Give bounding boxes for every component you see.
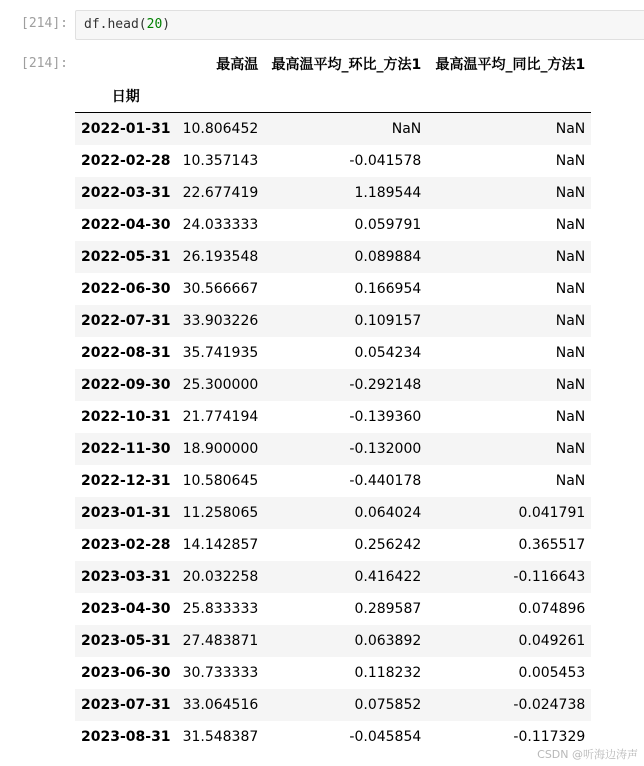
table-cell: NaN bbox=[555, 185, 586, 201]
table-row bbox=[75, 401, 591, 433]
code-token-var: df bbox=[84, 17, 100, 32]
table-cell: -0.116643 bbox=[513, 569, 586, 585]
code-token-close: ) bbox=[162, 17, 171, 32]
table-row bbox=[75, 273, 591, 305]
table-cell: 27.483871 bbox=[182, 633, 259, 649]
index-header-row bbox=[75, 80, 591, 113]
row-index: 2023-06-30 bbox=[81, 665, 171, 681]
row-index: 2023-04-30 bbox=[81, 601, 171, 617]
input-prompt: [214]: bbox=[21, 16, 68, 31]
table-row bbox=[75, 113, 591, 146]
table-cell: 0.089884 bbox=[354, 249, 422, 265]
table-cell: 11.258065 bbox=[182, 505, 259, 521]
row-index: 2022-09-30 bbox=[81, 377, 171, 393]
table-cell: -0.440178 bbox=[349, 473, 422, 489]
watermark-text: CSDN @听海边涛声 bbox=[537, 748, 638, 761]
table-row bbox=[75, 529, 591, 561]
table-cell: 0.054234 bbox=[354, 345, 422, 361]
table-cell: -0.292148 bbox=[349, 377, 422, 393]
table-cell: -0.041578 bbox=[349, 153, 422, 169]
table-cell: NaN bbox=[555, 473, 586, 489]
table-row bbox=[75, 625, 591, 657]
table-cell: 30.566667 bbox=[182, 281, 259, 297]
table-row bbox=[75, 465, 591, 497]
table-cell: 10.357143 bbox=[182, 153, 259, 169]
table-cell: 0.059791 bbox=[354, 217, 422, 233]
table-cell: 33.903226 bbox=[182, 313, 259, 329]
row-index: 2022-10-31 bbox=[81, 409, 171, 425]
table-cell: 0.064024 bbox=[354, 505, 422, 521]
table-cell: 0.041791 bbox=[518, 505, 586, 521]
table-cell: NaN bbox=[555, 377, 586, 393]
table-cell: NaN bbox=[555, 409, 586, 425]
table-cell: 25.300000 bbox=[182, 377, 259, 393]
code-token-arg: 20 bbox=[146, 17, 163, 32]
table-cell: 20.032258 bbox=[182, 569, 259, 585]
row-index: 2023-07-31 bbox=[81, 697, 171, 713]
table-row bbox=[75, 721, 591, 753]
column-header: 最高温 bbox=[216, 57, 259, 73]
row-index: 2022-02-28 bbox=[81, 153, 171, 169]
table-row bbox=[75, 337, 591, 369]
table-row bbox=[75, 433, 591, 465]
table-cell: -0.139360 bbox=[349, 409, 422, 425]
code-input-cell[interactable] bbox=[75, 10, 644, 40]
header-corner bbox=[75, 48, 177, 80]
code-token-fn: head bbox=[107, 17, 139, 32]
table-cell: 22.677419 bbox=[182, 185, 259, 201]
table-row bbox=[75, 305, 591, 337]
table-cell: 0.365517 bbox=[518, 537, 586, 553]
table-cell: 33.064516 bbox=[182, 697, 259, 713]
table-cell: 21.774194 bbox=[182, 409, 259, 425]
table-cell: 24.033333 bbox=[182, 217, 259, 233]
empty-header-cell bbox=[264, 80, 427, 113]
table-cell: NaN bbox=[555, 121, 586, 137]
row-index: 2022-08-31 bbox=[81, 345, 171, 361]
table-cell: 31.548387 bbox=[182, 729, 259, 745]
row-index: 2022-05-31 bbox=[81, 249, 171, 265]
table-cell: NaN bbox=[555, 249, 586, 265]
column-header: 最高温平均_同比_方法1 bbox=[435, 57, 586, 73]
table-cell: NaN bbox=[555, 281, 586, 297]
table-body bbox=[75, 113, 591, 754]
table-cell: 1.189544 bbox=[354, 185, 422, 201]
table-row bbox=[75, 657, 591, 689]
table-cell: 0.049261 bbox=[518, 633, 586, 649]
row-index: 2022-12-31 bbox=[81, 473, 171, 489]
table-cell: 0.075852 bbox=[354, 697, 422, 713]
empty-header-cell bbox=[177, 80, 265, 113]
row-index: 2022-04-30 bbox=[81, 217, 171, 233]
table-row bbox=[75, 145, 591, 177]
table-cell: 30.733333 bbox=[182, 665, 259, 681]
code-token-dot: . bbox=[99, 17, 108, 32]
column-header: 最高温平均_环比_方法1 bbox=[271, 57, 422, 73]
table-cell: 0.063892 bbox=[354, 633, 422, 649]
row-index: 2023-02-28 bbox=[81, 537, 171, 553]
row-index: 2022-01-31 bbox=[81, 121, 171, 137]
row-index: 2022-06-30 bbox=[81, 281, 171, 297]
row-index: 2022-03-31 bbox=[81, 185, 171, 201]
table-cell: 0.118232 bbox=[354, 665, 422, 681]
row-index: 2023-01-31 bbox=[81, 505, 171, 521]
table-cell: NaN bbox=[555, 153, 586, 169]
code-token-open: ( bbox=[138, 17, 147, 32]
table-cell: -0.024738 bbox=[513, 697, 586, 713]
table-cell: 0.074896 bbox=[518, 601, 586, 617]
table-row bbox=[75, 497, 591, 529]
table-row bbox=[75, 241, 591, 273]
table-cell: 0.005453 bbox=[518, 665, 586, 681]
table-cell: 10.580645 bbox=[182, 473, 259, 489]
table-cell: 0.166954 bbox=[354, 281, 422, 297]
table-row bbox=[75, 561, 591, 593]
table-cell: 0.109157 bbox=[354, 313, 422, 329]
table-cell: NaN bbox=[555, 441, 586, 457]
table-cell: 18.900000 bbox=[182, 441, 259, 457]
row-index: 2023-05-31 bbox=[81, 633, 171, 649]
table-cell: NaN bbox=[555, 313, 586, 329]
output-prompt: [214]: bbox=[21, 56, 68, 71]
table-row bbox=[75, 689, 591, 721]
table-cell: -0.132000 bbox=[349, 441, 422, 457]
table-row bbox=[75, 593, 591, 625]
table-cell: 0.416422 bbox=[354, 569, 422, 585]
column-header-row bbox=[75, 48, 591, 80]
row-index: 2022-07-31 bbox=[81, 313, 171, 329]
table-cell: 25.833333 bbox=[182, 601, 259, 617]
table-row bbox=[75, 209, 591, 241]
table-cell: 14.142857 bbox=[182, 537, 259, 553]
table-cell: NaN bbox=[555, 345, 586, 361]
table-row bbox=[75, 369, 591, 401]
row-index: 2023-03-31 bbox=[81, 569, 171, 585]
empty-header-cell bbox=[427, 80, 591, 113]
row-index: 2023-08-31 bbox=[81, 729, 171, 745]
table-cell: 35.741935 bbox=[182, 345, 259, 361]
row-index: 2022-11-30 bbox=[81, 441, 171, 457]
table-cell: -0.045854 bbox=[349, 729, 422, 745]
table-cell: 0.289587 bbox=[354, 601, 422, 617]
table-cell: -0.117329 bbox=[513, 729, 586, 745]
dataframe-table bbox=[75, 48, 591, 753]
table-cell: NaN bbox=[391, 121, 422, 137]
table-cell: 0.256242 bbox=[354, 537, 422, 553]
table-cell: 10.806452 bbox=[182, 121, 259, 137]
index-name-header: 日期 bbox=[75, 80, 177, 113]
table-cell: NaN bbox=[555, 217, 586, 233]
table-row bbox=[75, 177, 591, 209]
table-cell: 26.193548 bbox=[182, 249, 259, 265]
code-text bbox=[84, 17, 170, 32]
